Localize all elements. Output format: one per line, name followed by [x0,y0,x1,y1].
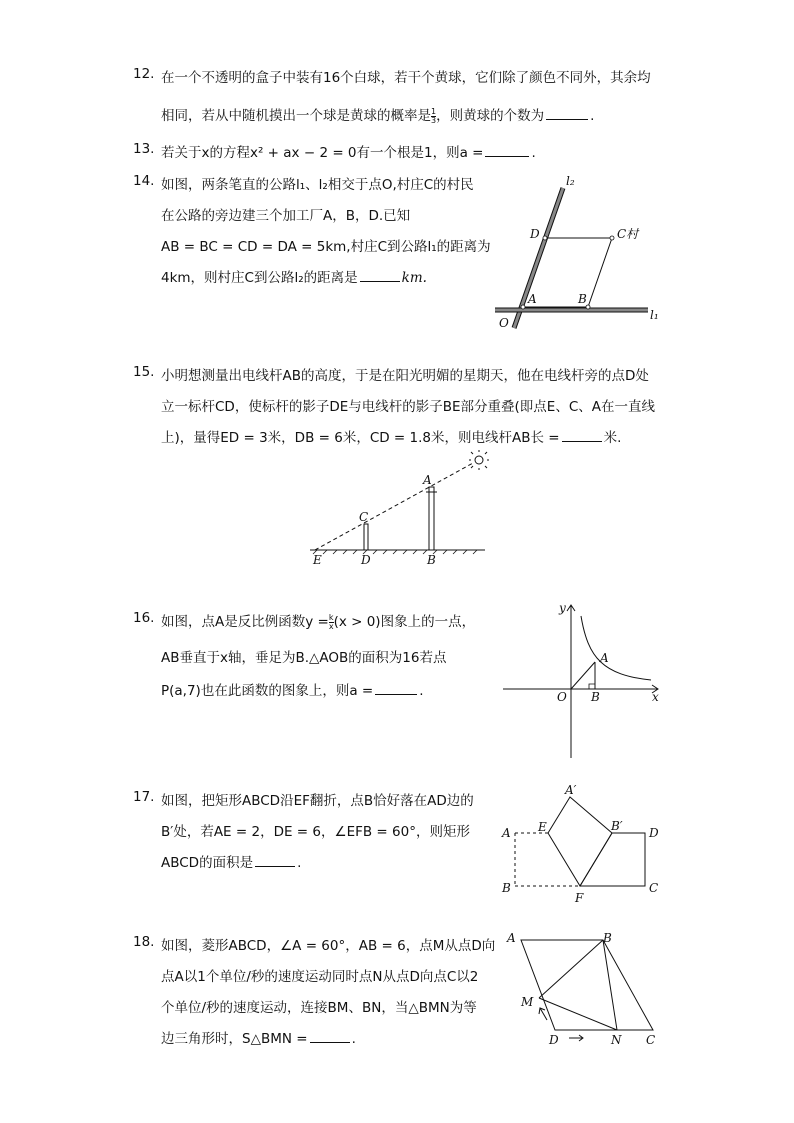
label-D: D [549,1033,559,1047]
label-A: A [502,826,511,840]
label-A: A [600,651,609,665]
label-A: A [528,292,537,306]
question-text-line3: P(a,7)也在此函数的图象上，则a = . [161,683,424,699]
label-C: C [649,881,659,895]
figure-14 [490,170,670,335]
label-N: N [611,1033,622,1047]
label-B-prime: B′ [611,819,623,833]
label-F: F [575,891,584,905]
answer-blank[interactable] [255,854,295,867]
arrow-right-icon [569,1035,583,1041]
question-number: 16. [133,610,155,626]
answer-blank[interactable] [360,269,400,282]
question-number: 18. [133,934,155,950]
figure-16 [503,600,668,760]
label-O: O [557,690,567,704]
pole-CD [364,524,368,550]
question-text: 点A以1个单位/秒的速度运动同时点N从点D向点C以2 [161,969,479,985]
question-number: 14. [133,173,155,189]
question-text-line: 若关于x的方程x² + ax − 2 = 0有一个根是1，则a = . [161,145,536,161]
label-A: A [507,931,516,945]
answer-blank[interactable] [375,682,417,695]
label-D: D [361,553,371,567]
question-text: 在公路的旁边建三个加工厂A，B，D.已知 [161,208,411,224]
question-text: 如图，两条笔直的公路l₁、l₂相交于点O,村庄C的村民 [161,177,474,193]
fraction: $\frac{k}{x}$ [328,612,334,631]
question-number: 12. [133,66,155,82]
sun-ray [315,463,473,550]
arrow-up-icon [539,1008,547,1020]
question-text: 如图，菱形ABCD，∠A = 60°，AB = 6，点M从点D向 [161,938,496,954]
question-text: 如图，把矩形ABCD沿EF翻折，点B恰好落在AD边的 [161,793,474,809]
sun-icon [469,450,489,470]
question-text: 个单位/秒的速度运动，连接BM、BN，当△BMN为等 [161,1000,477,1016]
label-C: C [359,510,369,524]
question-text-line4: 边三角形时，S△BMN = . [161,1031,356,1047]
label-C: C [646,1033,656,1047]
question-number: 17. [133,789,155,805]
label-y: y [559,601,566,615]
label-B: B [591,690,600,704]
figure-17 [500,782,670,907]
question-text: 立一标杆CD，使标杆的影子DE与电线杆的影子BE部分重叠(即点E、C、A在一直线 [161,399,655,415]
label-B: B [578,292,587,306]
answer-blank[interactable] [485,144,529,157]
folded-quad [548,797,612,886]
label-B: B [603,931,612,945]
question-text: 小明想测量出电线杆AB的高度，于是在阳光明媚的星期天，他在电线杆旁的点D处 [161,368,649,384]
question-text-line4: 4km，则村庄C到公路l₂的距离是 km. [161,270,427,286]
label-E: E [538,820,547,834]
question-text-line3: 上)，量得ED = 3米，DB = 6米，CD = 1.8米，则电线杆AB长 = 米. [161,430,622,446]
label-A: A [423,473,432,487]
answer-blank[interactable] [562,429,602,442]
label-O: O [499,316,509,330]
answer-blank[interactable] [310,1030,350,1043]
label-M: M [521,995,534,1009]
label-B: B [502,881,511,895]
answer-blank[interactable] [546,107,588,120]
question-text: B′处，若AE = 2，DE = 6，∠EFB = 60°，则矩形 [161,824,470,840]
fraction: $\frac{1}{3}$ [431,106,437,125]
pole-AB [429,487,434,550]
label-D: D [530,227,540,241]
rhombus [521,940,653,1030]
question-number: 15. [133,364,155,380]
label-A-prime: A′ [565,783,577,797]
question-text-line1: 如图，点A是反比例函数y = $\frac{k}{x}$ (x > 0)图象上的一点， [161,612,476,631]
question-text-line3: ABCD的面积是 . [161,855,302,871]
label-l2: l₂ [566,174,575,188]
label-x: x [652,690,659,704]
label-l1: l₁ [650,308,659,322]
question-text: AB垂直于x轴，垂足为B.△AOB的面积为16若点 [161,650,447,666]
question-number: 13. [133,141,155,157]
label-C: C村 [617,227,639,241]
question-text: 在一个不透明的盒子中装有16个白球，若干个黄球，它们除了颜色不同外，其余均 [161,70,651,86]
label-B: B [427,553,436,567]
figure-18 [503,928,668,1050]
label-E: E [313,553,322,567]
question-text: AB = BC = CD = DA = 5km,村庄C到公路l₁的距离为 [161,239,491,255]
label-D: D [649,826,659,840]
figure-15 [305,450,490,570]
question-text-line2: 相同，若从中随机摸出一个球是黄球的概率是 $\frac{1}{3}$ ，则黄球的个数为 . [161,106,595,125]
hyperbola-curve [581,616,651,680]
